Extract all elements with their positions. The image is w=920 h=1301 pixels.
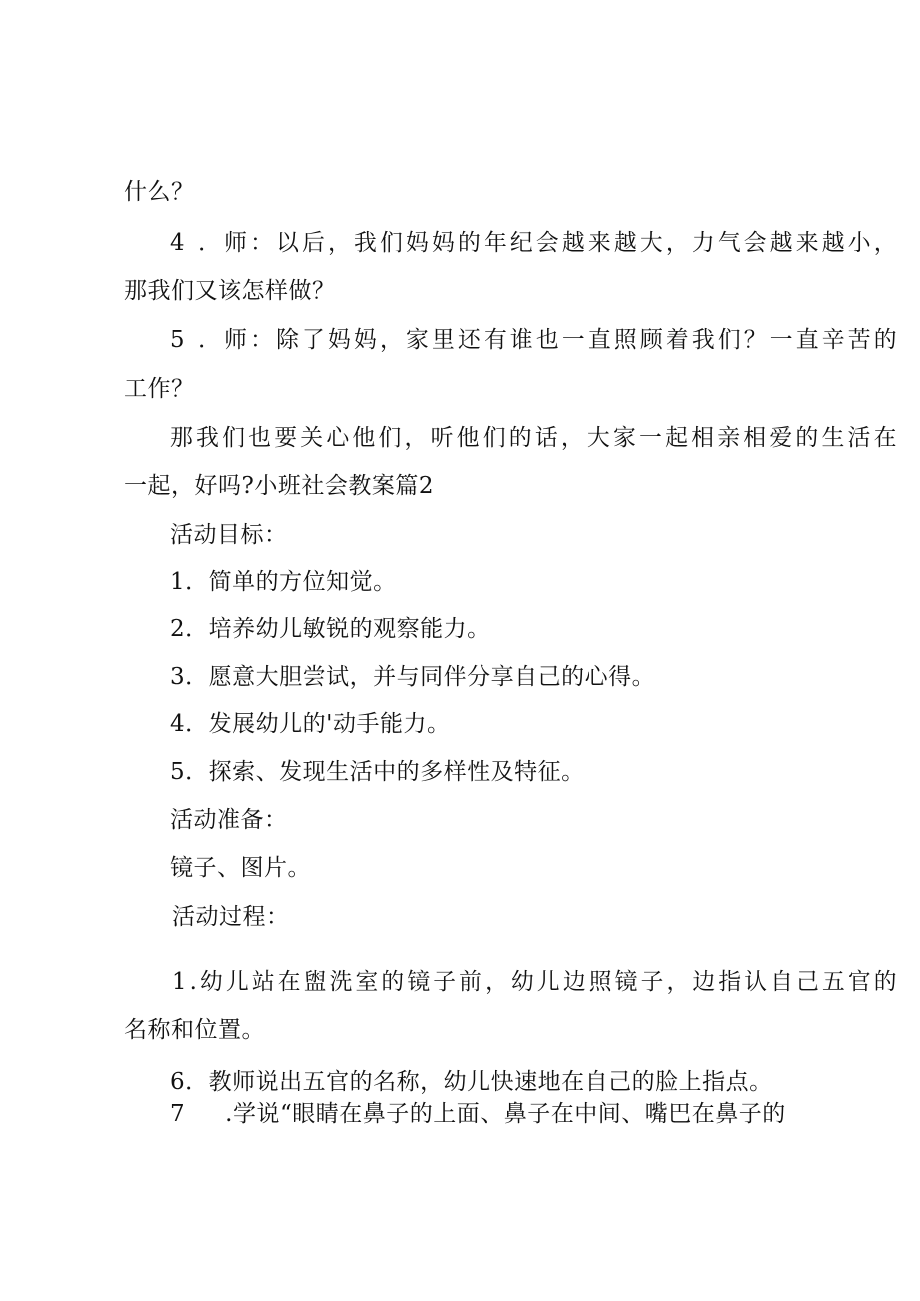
- text-line-6: 那我们也要关心他们，听他们的话，大家一起相亲相爱的生活在: [170, 425, 900, 451]
- text-line-14: 活动准备：: [170, 807, 288, 833]
- text-line-3: 那我们又该怎样做？: [124, 278, 336, 304]
- text-line-15: 镜子、图片。: [170, 855, 311, 881]
- text-line-4: 5 ．师：除了妈妈，家里还有谁也一直照顾着我们？一直辛苦的: [170, 327, 900, 353]
- text-line-18: 名称和位置。: [124, 1017, 265, 1043]
- text-line-5: 工作？: [124, 376, 195, 402]
- text-line-1: 什么？: [124, 179, 195, 205]
- text-line-17: 1.幼儿站在盥洗室的镜子前，幼儿边照镜子，边指认自己五官的: [172, 969, 900, 995]
- text-line-11: 3．愿意大胆尝试，并与同伴分享自己的心得。: [170, 664, 656, 690]
- text-line-8: 活动目标：: [170, 522, 288, 548]
- item-text: .学说“眼睛在鼻子的上面、鼻子在中间、嘴巴在鼻子的: [225, 1101, 786, 1127]
- text-line-2: 4 ．师：以后，我们妈妈的年纪会越来越大，力气会越来越小，: [170, 230, 900, 256]
- text-line-13: 5．探索、发现生活中的多样性及特征。: [170, 759, 585, 785]
- text-line-12: 4．发展幼儿的'动手能力。: [170, 711, 451, 737]
- item-number: 7: [170, 1101, 186, 1127]
- text-line-19: 6．教师说出五官的名称，幼儿快速地在自己的脸上指点。: [170, 1069, 773, 1095]
- text-line-9: 1．简单的方位知觉。: [170, 569, 397, 595]
- text-line-10: 2．培养幼儿敏锐的观察能力。: [170, 616, 491, 642]
- text-line-20: [170, 1099, 786, 1129]
- text-line-16: 活动过程：: [172, 904, 290, 930]
- text-line-7: 一起，好吗?小班社会教案篇2: [124, 473, 434, 499]
